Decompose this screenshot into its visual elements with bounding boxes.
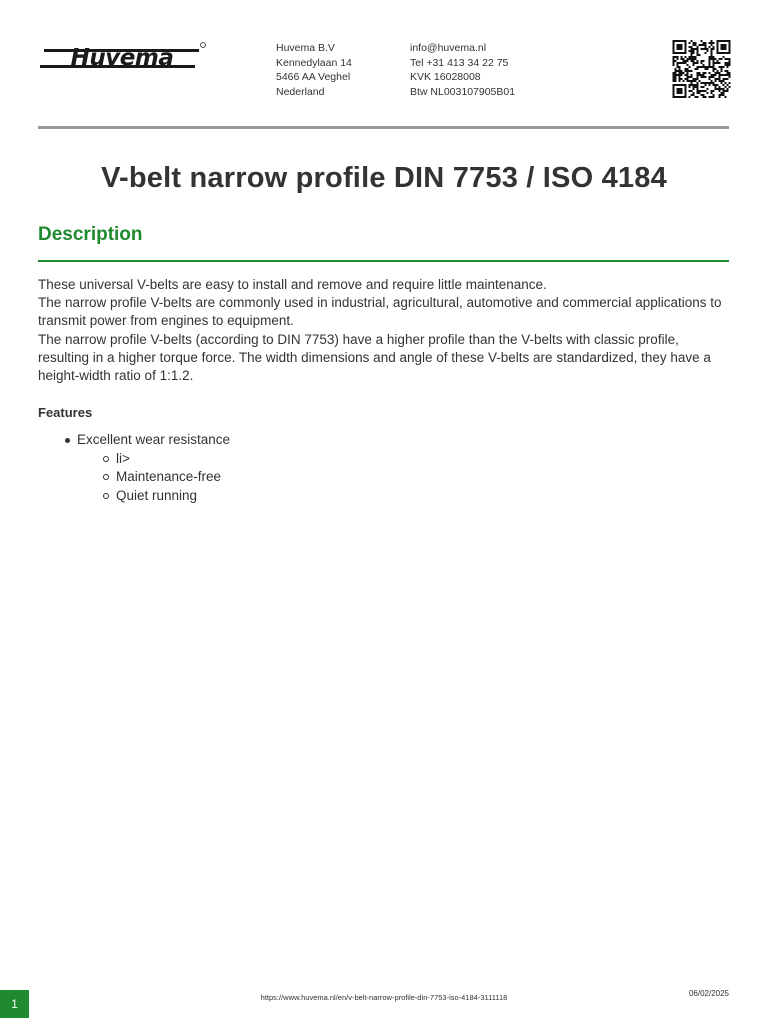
description-paragraph: The narrow profile V-belts (according to DIN 7753) have a higher profile than the V-belts with classic profile, resulting in a higher torque force. The width dimensions and angle of these V-belts are standardized, they have a height-width ratio of 1:1.2. (38, 331, 711, 384)
description-paragraph: These universal V-belts are easy to install and remove and require little maintenance. (38, 277, 547, 292)
header-divider (38, 126, 729, 129)
footer-date: 06/02/2025 (688, 989, 729, 998)
company-name: Huvema B.V (276, 42, 335, 54)
contact-kvk: KVK 16028008 (410, 71, 481, 83)
company-contact (410, 41, 515, 99)
company-postcode: 5466 AA Veghel (276, 71, 351, 83)
description-body (38, 276, 730, 385)
feature-subitem: li> (38, 450, 230, 469)
contact-phone: Tel +31 413 34 22 75 (410, 56, 509, 69)
features-heading: Features (38, 405, 93, 420)
contact-email[interactable]: info@huvema.nl (410, 42, 487, 54)
feature-subitem: Maintenance-free (38, 468, 230, 487)
feature-item: Excellent wear resistance (38, 431, 230, 450)
company-street: Kennedylaan 14 (276, 56, 352, 69)
page-title: V-belt narrow profile DIN 7753 / ISO 4184 (101, 162, 667, 194)
description-divider (38, 260, 729, 262)
page-number-badge: 1 (0, 990, 29, 1018)
svg-text:Huvema: Huvema (70, 45, 174, 71)
description-paragraph: The narrow profile V-belts are commonly used in industrial, agricultural, automotive and commercial applications to transmit power from engines to equipment. (38, 295, 722, 329)
company-address (276, 41, 352, 99)
feature-subitem: Quiet running (38, 487, 230, 506)
company-country: Nederland (276, 85, 325, 98)
description-heading: Description (38, 224, 143, 245)
qr-code-icon (671, 40, 732, 98)
huvema-logo (38, 40, 206, 72)
contact-vat: Btw NL003107905B01 (410, 85, 516, 98)
footer-url[interactable]: https://www.huvema.nl/en/v-belt-narrow-profile-din-7753-iso-4184-3111118 (260, 993, 508, 1002)
features-list (38, 431, 230, 505)
